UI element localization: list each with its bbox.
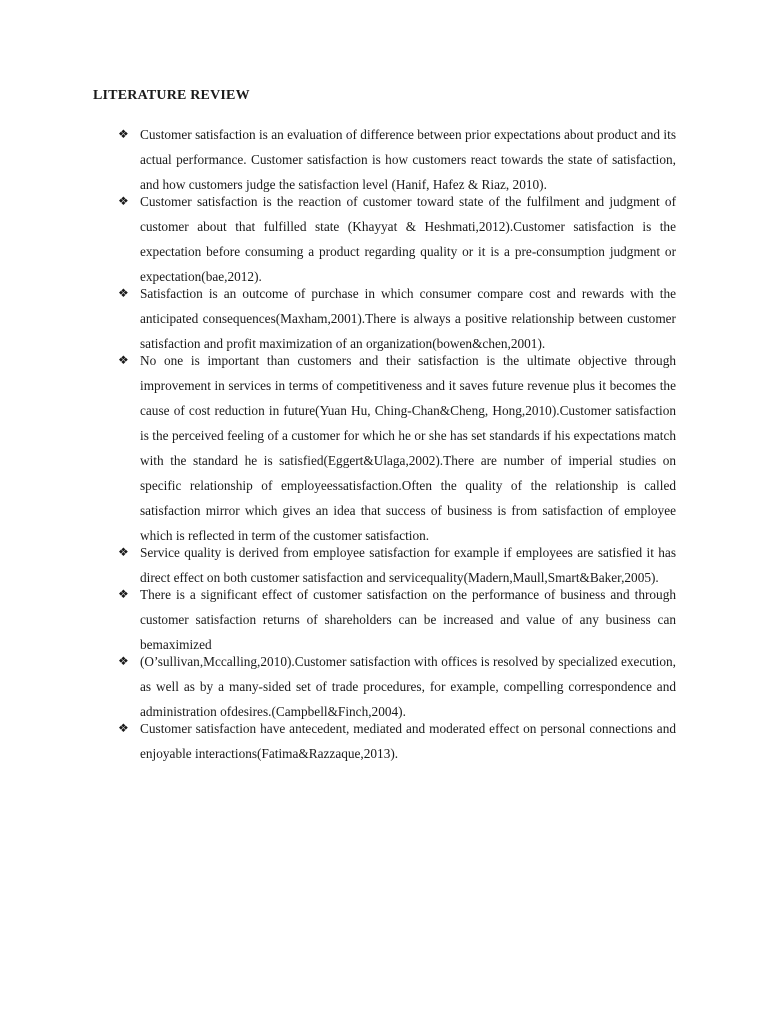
- diamond-bullet-icon: ❖: [118, 286, 129, 300]
- list-item-text: Customer satisfaction have antecedent, mediated and moderated effect on personal connections and enjoyable interactions(Fatima&Razzaque,2013).: [140, 721, 676, 761]
- list-item-text: Customer satisfaction is an evaluation of difference between prior expectations about product and its actual performance. Customer satisfaction is how customers react towards the state of satisfaction, and how customers judge the satisfaction level (Hanif, Hafez & Riaz, 2010).: [140, 127, 676, 192]
- diamond-bullet-icon: ❖: [118, 654, 129, 668]
- list-item-text: Satisfaction is an outcome of purchase in which consumer compare cost and rewards with the anticipated consequences(Maxham,2001).There is always a positive relationship between customer satisfaction and profit maximization of an organization(bowen&chen,2001).: [140, 286, 676, 351]
- diamond-bullet-icon: ❖: [118, 127, 129, 141]
- list-item: [118, 649, 676, 724]
- list-item-text: Service quality is derived from employee satisfaction for example if employees are satisfied it has direct effect on both customer satisfaction and servicequality(Madern,Maull,Smart&Baker,2005).: [140, 545, 676, 585]
- list-item: [118, 348, 676, 548]
- diamond-bullet-icon: ❖: [118, 587, 129, 601]
- list-item: [118, 582, 676, 657]
- diamond-bullet-icon: ❖: [118, 545, 129, 559]
- bullet-list: [118, 122, 676, 761]
- list-item-text: No one is important than customers and their satisfaction is the ultimate objective through improvement in services in terms of competitiveness and it saves future revenue plus it becomes the cause of cost reduction in future(Yuan Hu, Ching-Chan&Cheng, Hong,2010).Customer satisfaction is the perceived feeling of a customer for which he or she has set standards if his expectations match with the standard he is satisfied(Eggert&Ulaga,2002).There are number of imperial studies on specific relationship of employeessatisfaction.Often the quality of the relationship is called satisfaction mirror which gives an idea that success of business is from satisfaction of employee which is reflected in term of the customer satisfaction.: [140, 353, 676, 543]
- section-heading: LITERATURE REVIEW: [93, 88, 250, 103]
- list-item: [118, 122, 676, 197]
- list-item-text: (O’sullivan,Mccalling,2010).Customer satisfaction with offices is resolved by specialized execution, as well as by a many-sided set of trade procedures, for example, compelling correspondence and administration ofdesires.(Campbell&Finch,2004).: [140, 654, 676, 719]
- list-item: [118, 281, 676, 356]
- diamond-bullet-icon: ❖: [118, 353, 129, 367]
- diamond-bullet-icon: ❖: [118, 721, 129, 735]
- list-item-text: There is a significant effect of customer satisfaction on the performance of business and through customer satisfaction returns of shareholders can be increased and value of any business can bemaximized: [140, 587, 676, 652]
- list-item: [118, 189, 676, 289]
- list-item: [118, 716, 676, 766]
- diamond-bullet-icon: ❖: [118, 194, 129, 208]
- list-item-text: Customer satisfaction is the reaction of customer toward state of the fulfilment and judgment of customer about that fulfilled state (Khayyat & Heshmati,2012).Customer satisfaction is the expectation before consuming a product regarding quality or it is a pre-consumption judgment or expectation(bae,2012).: [140, 194, 676, 284]
